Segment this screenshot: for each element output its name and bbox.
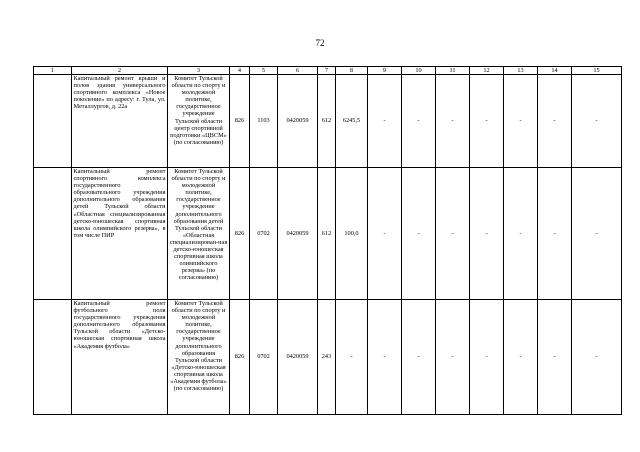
header-row <box>34 67 622 75</box>
code-cell: 612 <box>318 168 336 300</box>
index-cell <box>34 300 72 415</box>
code-cell: 0420059 <box>278 75 318 168</box>
amount-cell: - <box>504 300 538 415</box>
amount-cell: - <box>572 300 622 415</box>
header-cell: 10 <box>402 67 436 75</box>
table-row <box>34 168 622 300</box>
amount-cell: - <box>368 75 402 168</box>
amount-cell: - <box>470 75 504 168</box>
code-cell: 0420059 <box>278 300 318 415</box>
amount-cell: - <box>402 300 436 415</box>
header-cell: 15 <box>572 67 622 75</box>
amount-cell: - <box>504 75 538 168</box>
amount-cell: - <box>538 75 572 168</box>
header-cell: 13 <box>504 67 538 75</box>
header-cell: 14 <box>538 67 572 75</box>
header-cell: 1 <box>34 67 72 75</box>
amount-cell: - <box>470 168 504 300</box>
code-cell: 826 <box>230 168 250 300</box>
amount-cell: - <box>572 75 622 168</box>
amount-cell: - <box>336 300 368 415</box>
header-cell: 11 <box>436 67 470 75</box>
header-cell: 5 <box>250 67 278 75</box>
table-row <box>34 75 622 168</box>
table-row <box>34 300 622 415</box>
amount-cell: - <box>436 300 470 415</box>
amount-cell: - <box>572 168 622 300</box>
code-cell: 0702 <box>250 300 278 415</box>
amount-cell: - <box>538 300 572 415</box>
page-number: 72 <box>315 38 325 48</box>
code-cell: 0702 <box>250 168 278 300</box>
code-cell: 243 <box>318 300 336 415</box>
amount-cell: - <box>402 168 436 300</box>
description-cell: Капитальный ремонт крыши и полов здания универсального спортивного комплекса «Новое поколение» по адресу: г. Тула, ул. Металлургов, д. 22а <box>72 75 168 168</box>
code-cell: 826 <box>230 75 250 168</box>
code-cell: 0420059 <box>278 168 318 300</box>
amount-cell: 100,0 <box>336 168 368 300</box>
index-cell <box>34 168 72 300</box>
executor-cell: Комитет Тульской области по спорту и молодежной политике, государственное учреждение дополнительного образования детей Тульской области «Областная специализирован-ная детско-юношеская спортивная школа олимпийского резерва» (по согласованию) <box>168 168 230 300</box>
header-cell: 2 <box>72 67 168 75</box>
code-cell: 1103 <box>250 75 278 168</box>
description-cell: Капитальный ремонт спортивного комплекса государственного образовательного учреждения дополнительного образования детей Тульской области «Областная специализированная детско-юношеская спортивная школа олимпийского резерва», в том числе ПИР <box>72 168 168 300</box>
code-cell: 826 <box>230 300 250 415</box>
amount-cell: - <box>504 168 538 300</box>
program-table <box>33 66 622 415</box>
executor-cell: Комитет Тульской области по спорту и молодежной политике, государственное учреждение дополнительного образования Тульской области «Детско-юношеская спортивная школа «Академия футбола» (по согласованию) <box>168 300 230 415</box>
header-cell: 8 <box>336 67 368 75</box>
amount-cell: - <box>538 168 572 300</box>
amount-cell: - <box>470 300 504 415</box>
executor-cell: Комитет Тульской области по спорту и молодежной политике, государственное учреждение Тульской области центр спортивной подготовки «ЦВСМ» (по согласованию) <box>168 75 230 168</box>
description-cell: Капитальный ремонт футбольного поля государственного учреждения дополнительного образования Тульской области «Детско-юношеская спортивная школа «Академия футбола» <box>72 300 168 415</box>
amount-cell: 6245,5 <box>336 75 368 168</box>
amount-cell: - <box>368 168 402 300</box>
amount-cell: - <box>436 168 470 300</box>
amount-cell: - <box>368 300 402 415</box>
header-cell: 3 <box>168 67 230 75</box>
amount-cell: - <box>402 75 436 168</box>
header-cell: 12 <box>470 67 504 75</box>
header-cell: 9 <box>368 67 402 75</box>
code-cell: 612 <box>318 75 336 168</box>
header-cell: 4 <box>230 67 250 75</box>
index-cell <box>34 75 72 168</box>
header-cell: 7 <box>318 67 336 75</box>
header-cell: 6 <box>278 67 318 75</box>
amount-cell: - <box>436 75 470 168</box>
